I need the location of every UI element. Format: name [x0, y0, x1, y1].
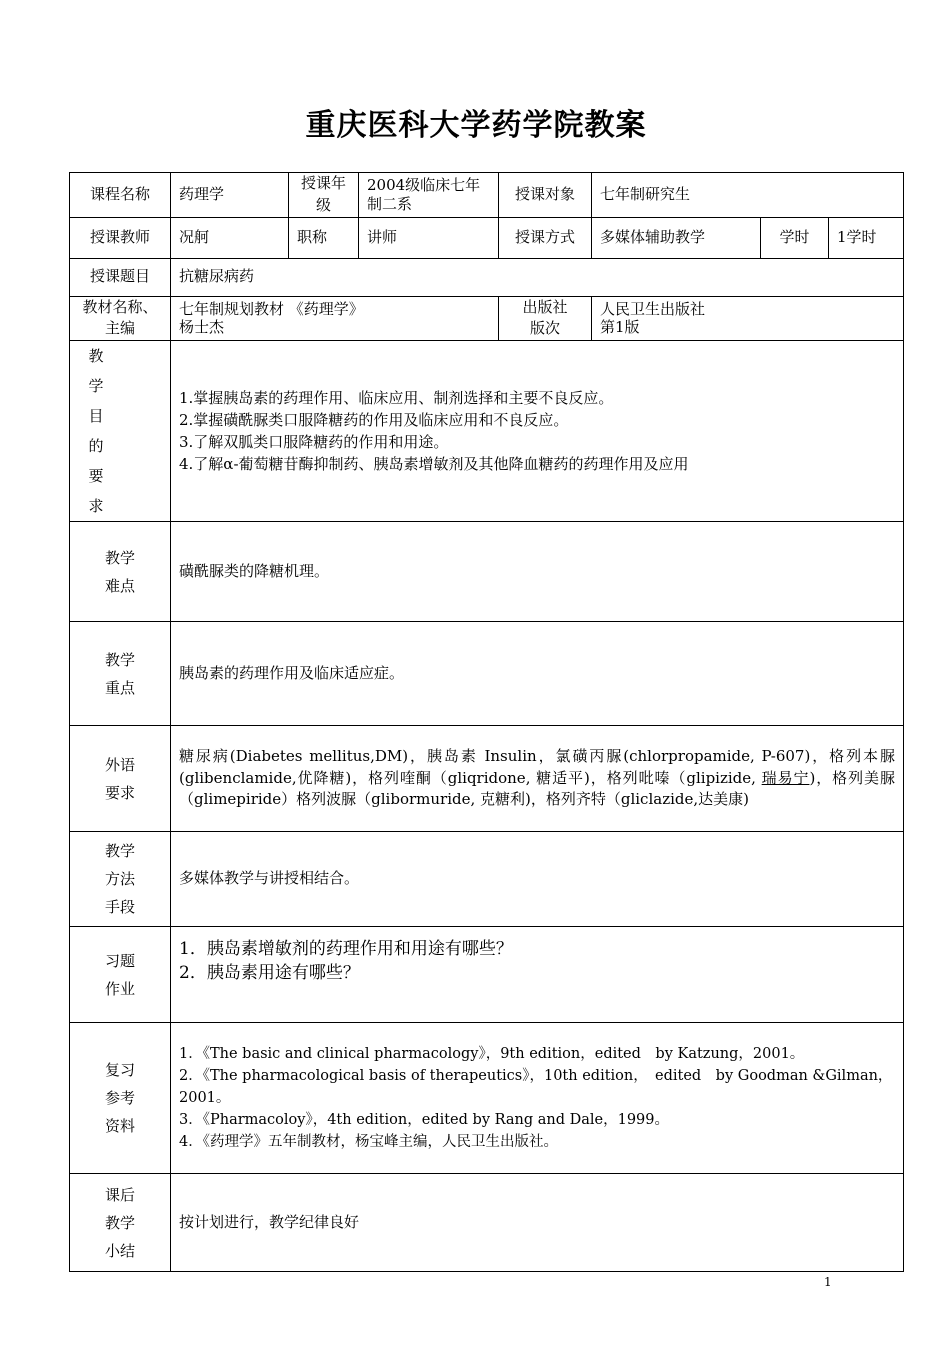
topic-label: 授课题目: [70, 258, 171, 296]
objectives-label: [70, 341, 171, 522]
keypoints-value: 胰岛素的药理作用及临床适应症。: [171, 622, 904, 726]
foreign-terms: [171, 726, 904, 832]
summary-label-line-2: 教学: [104, 1213, 135, 1232]
keypoints-label-line-2: 重点: [104, 678, 135, 697]
methods-label-line-2: 方法: [104, 870, 135, 888]
list-item: 1．胰岛素增敏剂的药理作用和用途有哪些？: [179, 939, 513, 959]
target-value: 七年制研究生: [592, 173, 904, 218]
homework-label: [70, 927, 171, 1023]
difficulty-label-line-2: 难点: [104, 576, 135, 595]
hours-label: 学时: [761, 217, 829, 258]
teacher-value: 况舸: [171, 217, 289, 258]
page-number: 1: [824, 1275, 832, 1289]
keypoints-label: [70, 622, 171, 726]
summary-value: 按计划进行，教学纪律良好: [171, 1174, 904, 1272]
method-label: 授课方式: [499, 217, 592, 258]
objectives-label-char: 求: [88, 497, 104, 515]
hours-value: 1学时: [829, 217, 904, 258]
publisher-label: [499, 296, 592, 341]
topic-value: 抗糖尿病药: [171, 258, 904, 296]
references-row: [70, 1023, 904, 1174]
foreign-terms-underlined: 瑞易宁: [761, 768, 810, 787]
method-value: 多媒体辅助教学: [592, 217, 761, 258]
summary-label: [70, 1174, 171, 1272]
summary-row: [70, 1174, 904, 1272]
references-label-line-2: 参考: [104, 1089, 135, 1107]
summary-label-line-1: 课后: [104, 1185, 135, 1204]
references-label: [70, 1023, 171, 1174]
list-item: 3．《Pharmacoloy》，4th edition，edited by Rang and Dale，1999。: [179, 1112, 670, 1128]
list-item: 2．《The pharmacological basis of therapeutics》，10th edition， edited by Goodman &Gilman，2001。: [179, 1068, 893, 1106]
topic-row: [70, 258, 904, 296]
summary-label-line-3: 小结: [104, 1241, 135, 1260]
teacher-row: [70, 217, 904, 258]
textbook-name: 七年制规划教材 《药理学》: [179, 299, 364, 318]
methods-label: [70, 832, 171, 927]
objectives-label-char: 目: [88, 407, 104, 425]
homework-label-line-2: 作业: [104, 979, 135, 998]
objectives-label-char: 教: [88, 347, 104, 365]
foreign-label-line-2: 要求: [104, 783, 135, 802]
publisher-value: [592, 296, 904, 341]
lesson-plan-table: [69, 172, 904, 1272]
list-item: 2.掌握磺酰脲类口服降糖药的作用及临床应用和不良反应。: [179, 411, 569, 429]
difficulty-label-line-1: 教学: [104, 548, 135, 567]
title-label: 职称: [289, 217, 359, 258]
textbook-value: [171, 296, 499, 341]
difficulty-row: [70, 522, 904, 622]
objectives-label-stack: [74, 341, 118, 521]
references-label-line-1: 复习: [104, 1061, 135, 1079]
objectives-row: [70, 341, 904, 522]
foreign-label-line-1: 外语: [104, 755, 135, 774]
publisher-name: 人民卫生出版社: [600, 299, 706, 318]
objectives-label-char: 要: [88, 467, 104, 485]
list-item: 2．胰岛素用途有哪些？: [179, 963, 360, 983]
textbook-label-line-2: 主编: [104, 319, 135, 338]
title-value: 讲师: [359, 217, 499, 258]
methods-label-line-1: 教学: [104, 842, 135, 860]
homework-label-line-1: 习题: [104, 951, 135, 970]
homework-row: [70, 927, 904, 1023]
list-item: 1．《The basic and clinical pharmacology》，9th edition，edited by Katzung，2001。: [179, 1046, 805, 1062]
target-label: 授课对象: [499, 173, 592, 218]
list-item: 1.掌握胰岛素的药理作用、临床应用、制剂选择和主要不良反应。: [179, 389, 614, 407]
publisher-label-line-2: 版次: [529, 319, 560, 338]
list-item: 4．《药理学》五年制教材，杨宝峰主编，人民卫生出版社。: [179, 1134, 558, 1150]
foreign-label: [70, 726, 171, 832]
difficulty-value: 磺酰脲类的降糖机理。: [171, 522, 904, 622]
methods-label-line-3: 手段: [104, 898, 135, 916]
grade-value: 2004级临床七年制二系: [359, 173, 499, 218]
difficulty-label: [70, 522, 171, 622]
list-item: 4.了解α-葡萄糖苷酶抑制药、胰岛素增敏剂及其他降血糖药的药理作用及应用: [179, 455, 689, 473]
objectives-label-char: 的: [88, 437, 104, 455]
course-label: 课程名称: [70, 173, 171, 218]
page-title: 重庆医科大学药学院教案: [305, 108, 647, 143]
methods-value: 多媒体教学与讲授相结合。: [171, 832, 904, 927]
homework-content: [171, 927, 904, 1023]
list-item: 3.了解双胍类口服降糖药的作用和用途。: [179, 433, 449, 451]
textbook-label: [70, 296, 171, 341]
foreign-row: [70, 726, 904, 832]
methods-row: [70, 832, 904, 927]
textbook-label-line-1: 教材名称、: [82, 297, 158, 316]
references-content: [171, 1023, 904, 1174]
publisher-edition: 第1版: [600, 318, 640, 337]
teacher-label: 授课教师: [70, 217, 171, 258]
publisher-label-line-1: 出版社: [522, 297, 568, 316]
textbook-row: [70, 296, 904, 341]
objectives-label-char: 学: [88, 377, 104, 395]
grade-label: 授课年级: [289, 173, 359, 218]
keypoints-label-line-1: 教学: [104, 650, 135, 669]
textbook-editor: 杨士杰: [179, 318, 225, 337]
references-label-line-3: 资料: [104, 1117, 135, 1135]
objectives-content: [171, 341, 904, 522]
foreign-terms-part-2: )，格列美脲（glimepiride）格列波脲（glibormuride, 克糖利)，格列齐特（gliclazide,达美康): [179, 768, 895, 809]
course-value: 药理学: [171, 173, 289, 218]
foreign-terms-part-1: 糖尿病(Diabetes mellitus,DM)，胰岛素 Insulin，氯磺丙脲(chlorpropamide, P-607)，格列本脲(glibenclamide,优降糖)，格列喹酮（gliqridone, 糖适平)，格列吡嗪（glipizide,: [179, 746, 895, 787]
course-row: [70, 173, 904, 218]
keypoints-row: [70, 622, 904, 726]
